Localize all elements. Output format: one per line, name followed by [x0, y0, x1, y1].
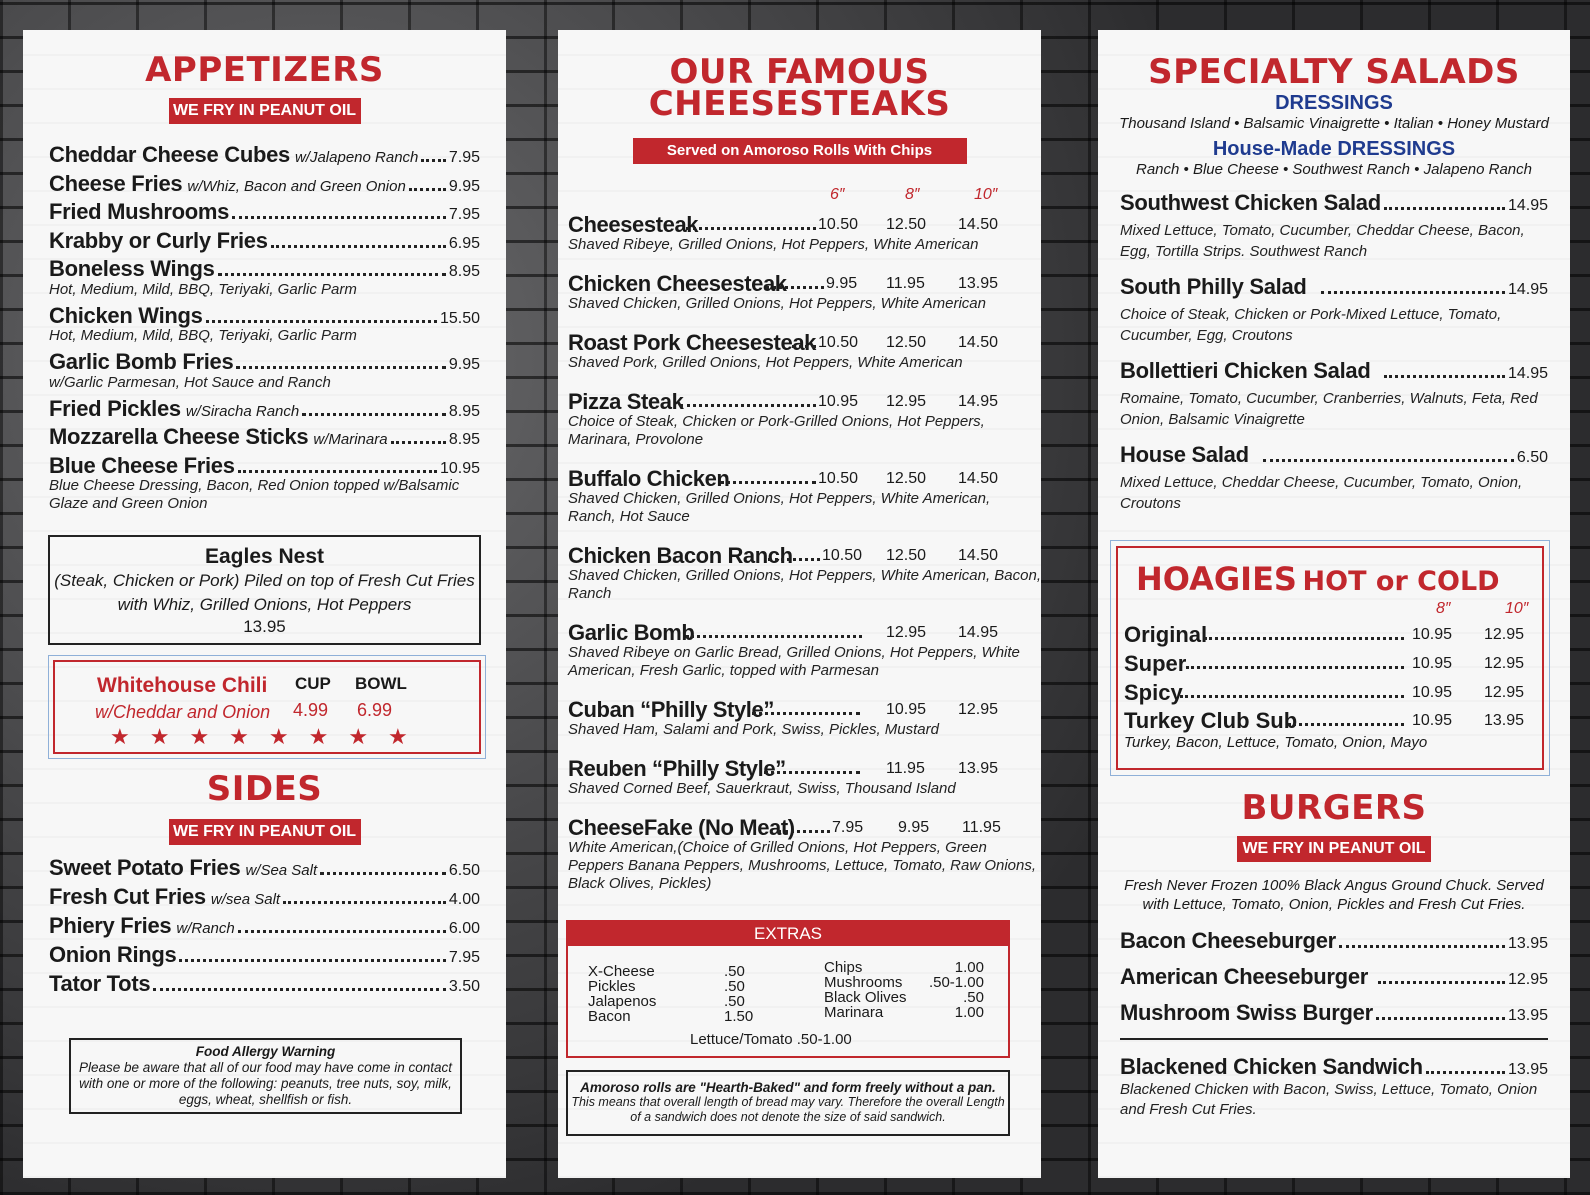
price-10: 12.95 — [1484, 626, 1525, 643]
menu-item — [49, 256, 480, 299]
salads-panel — [1098, 30, 1570, 1178]
item-note: w/sea Salt — [210, 891, 281, 908]
item-name: Fried Pickles — [49, 395, 181, 421]
price-10: 13.95 — [958, 275, 999, 292]
menu-item — [49, 855, 480, 884]
menu-item — [49, 396, 480, 425]
item-name: Bacon Cheeseburger — [1120, 928, 1336, 953]
leader-dots — [238, 470, 437, 473]
hoagies-desc: Turkey, Bacon, Lettuce, Tomato, Onion, Mayo — [1124, 734, 1428, 751]
price-6: 7.95 — [832, 819, 864, 836]
menu-item — [568, 815, 1041, 893]
burgers-list — [1098, 928, 1570, 1036]
price-10: 14.50 — [958, 547, 999, 564]
rolls-title: Amoroso rolls are "Hearth-Baked" and form freely without a pan. — [580, 1080, 996, 1095]
leader-dots — [1186, 666, 1404, 669]
menu-item — [1120, 358, 1548, 430]
price-10: 14.95 — [958, 393, 999, 410]
burgers-section — [1098, 788, 1570, 1120]
price-8: 9.95 — [898, 819, 930, 836]
item-name: House Salad — [1120, 442, 1249, 467]
item-price: 10.95 — [439, 459, 480, 477]
menu-item — [49, 884, 480, 913]
leader-dots — [720, 481, 816, 484]
leader-dots — [238, 930, 446, 933]
item-note: w/Whiz, Bacon and Green Onion — [187, 177, 406, 195]
item-desc: Hot, Medium, Mild, BBQ, Teriyaki, Garlic Parm — [49, 280, 357, 298]
item-desc: w/Garlic Parmesan, Hot Sauce and Ranch — [49, 373, 331, 391]
allergy-text: Please be aware that all of our food may have come in contact with one or more of the following: peanuts, tree nuts, soy, milk, eggs, wheat, shellfish or fish. — [79, 1060, 452, 1107]
extra-price: 1.00 — [954, 1004, 984, 1021]
leader-dots — [320, 872, 446, 875]
item-name: Boneless Wings — [49, 256, 215, 281]
item-price: 14.95 — [1507, 281, 1548, 298]
item-price: 7.95 — [448, 206, 480, 223]
item-name: Fresh Cut Fries — [49, 884, 206, 909]
item-name: Cheddar Cheese Cubes — [49, 142, 290, 167]
leader-dots — [1426, 1071, 1505, 1074]
menu-item — [49, 349, 480, 392]
allergy-title: Food Allergy Warning — [195, 1044, 336, 1059]
price-8: 12.50 — [886, 547, 927, 564]
leader-dots — [1376, 1017, 1505, 1020]
leader-dots — [236, 366, 445, 369]
item-price: 6.95 — [448, 234, 480, 252]
extra-name: Marinara — [824, 1004, 884, 1021]
chili-note: w/Cheddar and Onion — [95, 702, 271, 722]
price-8: 12.95 — [886, 393, 927, 410]
item-name: Mozzarella Cheese Sticks — [49, 424, 309, 449]
house-dressings-title: House-Made DRESSINGS — [1212, 138, 1456, 160]
leader-dots — [752, 712, 860, 715]
salads-list — [1098, 190, 1570, 514]
item-name: Pizza Steak — [568, 389, 684, 414]
dressings-title: DRESSINGS — [1275, 92, 1393, 114]
cheesesteaks-panel — [558, 30, 1041, 1178]
item-name: Buffalo Chicken — [568, 466, 730, 491]
leader-dots — [271, 245, 446, 248]
leader-dots — [768, 558, 820, 561]
extras-left — [588, 964, 656, 1024]
price-8: 12.50 — [886, 216, 927, 233]
eagles-nest-desc-1: (Steak, Chicken or Pork) Piled on top of Fresh Cut Fries — [54, 571, 475, 590]
chili-name: Whitehouse Chili — [97, 674, 268, 697]
item-note: w/Ranch — [176, 920, 235, 937]
chili-cup-label: CUP — [295, 674, 331, 693]
leader-dots — [153, 988, 446, 991]
item-desc: Shaved Corned Beef, Sauerkraut, Swiss, Thousand Island — [568, 780, 956, 797]
leader-dots — [1384, 207, 1505, 210]
house-dressings-list: Ranch • Blue Cheese • Southwest Ranch • Jalapeno Ranch — [1136, 161, 1532, 178]
price-10: 13.95 — [958, 760, 999, 777]
leader-dots — [686, 635, 862, 638]
item-desc: Blackened Chicken with Bacon, Swiss, Lettuce, Tomato, Onion and Fresh Cut Fries. — [1120, 1081, 1538, 1118]
leader-dots — [1384, 375, 1504, 378]
leader-dots — [778, 830, 830, 833]
chicken-sandwich — [1098, 1054, 1570, 1120]
price-8: 12.50 — [886, 470, 927, 487]
item-name: Blue Cheese Fries — [49, 452, 235, 478]
allergy-warning — [69, 1038, 462, 1114]
extra-price: .50 — [724, 993, 745, 1010]
menu-item — [1124, 708, 1544, 736]
eagles-nest-desc-2: with Whiz, Grilled Onions, Hot Peppers — [117, 595, 412, 614]
chili-bowl-label: BOWL — [355, 674, 407, 693]
item-price: 14.95 — [1507, 197, 1548, 214]
item-name: CheeseFake (No Meat) — [568, 815, 795, 840]
menu-item — [49, 199, 480, 228]
item-desc: Shaved Chicken, Grilled Onions, Hot Peppers, White American, Bacon, Ranch — [568, 567, 1041, 602]
leader-dots — [302, 413, 446, 416]
price-10: 12.95 — [1484, 684, 1525, 701]
item-name: Cheesesteak — [568, 212, 699, 237]
size-header — [558, 186, 1041, 212]
menu-item — [49, 942, 480, 971]
appetizers-list — [23, 142, 506, 513]
extras-right-prices — [926, 960, 984, 1020]
item-price: 8.95 — [448, 263, 480, 280]
leader-dots — [792, 345, 816, 348]
item-price: 3.50 — [448, 978, 480, 995]
price-10: 14.50 — [958, 216, 999, 233]
price-10: 14.50 — [958, 334, 999, 351]
extra-price: .50 — [963, 989, 984, 1006]
item-note: w/Siracha Ranch — [185, 402, 300, 420]
leader-dots — [283, 901, 446, 904]
extra-price: 1.50 — [724, 1008, 754, 1025]
price-8: 10.95 — [1412, 684, 1453, 701]
menu-item — [568, 389, 1041, 449]
item-desc: Hot, Medium, Mild, BBQ, Teriyaki, Garlic Parm — [49, 327, 357, 344]
item-name: Tator Tots — [49, 971, 151, 996]
item-price: 8.95 — [448, 431, 480, 448]
dressings-list: Thousand Island • Balsamic Vinaigrette • Italian • Honey Mustard — [1119, 115, 1549, 132]
extra-name: Jalapenos — [588, 993, 657, 1010]
leader-dots — [1263, 459, 1514, 462]
burgers-desc: Fresh Never Frozen 100% Black Angus Ground Chuck. Served with Lettuce, Tomato, Onion, Pickles and Fresh Cut Fries. — [1124, 877, 1544, 913]
price-6: 9.95 — [826, 275, 858, 292]
leader-dots — [218, 273, 446, 276]
item-price: 13.95 — [1507, 1007, 1548, 1024]
hoagies-title — [1136, 560, 1500, 598]
hoagies-box — [1110, 540, 1550, 776]
item-name: Super — [1124, 651, 1187, 676]
item-name: Garlic Bomb Fries — [49, 349, 234, 374]
menu-item — [568, 271, 1041, 313]
menu-item — [568, 466, 1041, 526]
price-10: 12.95 — [958, 701, 999, 718]
item-price: 9.95 — [448, 356, 480, 373]
price-6: 10.50 — [822, 547, 863, 564]
extra-price: .50-1.00 — [928, 974, 984, 991]
item-desc: Shaved Chicken, Grilled Onions, Hot Peppers, White American, Ranch, Hot Sauce — [568, 490, 991, 525]
price-8: 11.95 — [886, 275, 925, 292]
menu-item — [568, 212, 1041, 254]
hoagies-title-big: HOAGIES — [1136, 560, 1297, 598]
item-name: Krabby or Curly Fries — [49, 227, 268, 253]
price-8: 10.95 — [1412, 655, 1453, 672]
chili-box — [48, 655, 486, 759]
leader-dots — [206, 320, 437, 323]
item-price: 12.95 — [1507, 971, 1548, 988]
extras-left-prices — [724, 964, 753, 1024]
appetizers-title: APPETIZERS — [145, 50, 384, 90]
price-10: 13.95 — [1484, 712, 1525, 729]
item-price: 14.95 — [1507, 365, 1548, 382]
extra-name: Black Olives — [824, 989, 907, 1006]
price-8: 12.50 — [886, 334, 927, 351]
extra-name: Pickles — [588, 978, 636, 995]
item-name: Phiery Fries — [49, 913, 172, 938]
menu-item — [49, 142, 480, 171]
item-name: Mushroom Swiss Burger — [1120, 1000, 1373, 1025]
eagles-nest-box — [48, 535, 481, 645]
cheesesteaks-title-2: CHEESESTEAKS — [648, 84, 951, 124]
item-name: South Philly Salad — [1120, 274, 1307, 299]
menu-item — [568, 330, 1041, 372]
appetizers-panel — [23, 30, 506, 1178]
item-note: w/Marinara — [313, 431, 388, 448]
item-note: w/Jalapeno Ranch — [294, 149, 419, 166]
item-desc: Shaved Pork, Grilled Onions, Hot Peppers, White American — [568, 354, 963, 371]
item-price: 4.00 — [448, 891, 480, 908]
item-desc: Mixed Lettuce, Cheddar Cheese, Cucumber, Tomato, Onion, Croutons — [1120, 474, 1523, 512]
menu-item — [1120, 190, 1548, 262]
star-icon: ★★★★★★★★ — [110, 724, 428, 749]
cheesesteak-list — [558, 212, 1041, 893]
item-name: Garlic Bomb — [568, 620, 695, 645]
menu-item — [1120, 928, 1548, 964]
price-6: 10.50 — [818, 470, 859, 487]
item-name: Fried Mushrooms — [49, 199, 230, 224]
size-8: 8″ — [1436, 600, 1451, 617]
extras-title: EXTRAS — [568, 922, 1008, 946]
menu-item — [49, 303, 480, 346]
price-10: 12.95 — [1484, 655, 1525, 672]
chili-inner — [53, 660, 481, 754]
hoagies-title-small: HOT or COLD — [1302, 566, 1500, 597]
item-desc: Choice of Steak, Chicken or Pork-Grilled Onions, Hot Peppers, Marinara, Provolone — [568, 413, 985, 448]
price-8: 10.95 — [886, 701, 927, 718]
item-desc: White American,(Choice of Grilled Onions, Hot Peppers, Green Peppers Banana Peppers, Mushrooms, Lettuce, Tomato, Raw Onions, Black Olives, Pickles) — [568, 839, 1037, 892]
item-price: 6.50 — [1516, 449, 1548, 466]
item-desc: Shaved Ribeye on Garlic Bread, Grilled Onions, Hot Peppers, White American, Fresh Garlic, topped with Parmesan — [568, 644, 1020, 679]
hoagies-inner — [1116, 546, 1544, 770]
menu-item — [1124, 680, 1544, 708]
price-6: 10.50 — [818, 216, 859, 233]
leader-dots — [232, 216, 446, 219]
item-price: 6.50 — [448, 862, 480, 879]
price-10: 14.50 — [958, 470, 999, 487]
leader-dots — [686, 227, 816, 230]
item-name: Chicken Wings — [49, 302, 203, 328]
salads-title: SPECIALTY SALADS — [1148, 52, 1520, 92]
leader-dots — [421, 159, 445, 162]
price-10: 14.95 — [958, 624, 999, 641]
leader-dots — [1339, 945, 1505, 948]
sides-title: SIDES — [206, 769, 323, 809]
extras-footer: Lettuce/Tomato .50-1.00 — [690, 1031, 852, 1048]
item-price: 13.95 — [1507, 935, 1548, 952]
leader-dots — [766, 286, 824, 289]
sides-banner: WE FRY IN PEANUT OIL — [169, 819, 361, 845]
item-price: 6.00 — [448, 920, 480, 937]
item-price: 8.95 — [448, 402, 480, 420]
menu-item — [1120, 1000, 1548, 1036]
menu-item — [1124, 622, 1544, 650]
leader-dots — [764, 771, 860, 774]
menu-item — [568, 620, 1041, 680]
item-price: 9.95 — [448, 177, 480, 195]
extra-price: .50 — [724, 963, 745, 980]
leader-dots — [1378, 981, 1505, 984]
cheesesteaks-title-1: OUR FAMOUS — [669, 52, 930, 92]
extra-name: Bacon — [588, 1008, 631, 1025]
item-name: Reuben “Philly Style” — [568, 756, 786, 781]
item-price: 7.95 — [448, 149, 480, 166]
leader-dots — [680, 404, 816, 407]
size-10: 10″ — [974, 186, 998, 203]
leader-dots — [1288, 723, 1404, 726]
menu-item — [49, 171, 480, 200]
item-name: Chicken Cheesesteak — [568, 271, 787, 296]
extra-price: .50 — [724, 978, 745, 995]
extras-right — [824, 960, 907, 1020]
item-name: Cheese Fries — [49, 170, 183, 196]
item-desc: Blue Cheese Dressing, Bacon, Red Onion topped w/Balsamic Glaze and Green Onion — [49, 477, 460, 512]
item-name: American Cheeseburger — [1120, 964, 1369, 989]
extra-name: X-Cheese — [588, 963, 655, 980]
divider — [1120, 1038, 1548, 1040]
menu-item — [568, 756, 1041, 798]
menu-item — [49, 913, 480, 942]
menu-item — [1124, 651, 1544, 679]
menu-item — [568, 543, 1041, 603]
burgers-title: BURGERS — [1241, 788, 1427, 828]
menu-item — [49, 424, 480, 453]
item-name: Turkey Club Sub — [1124, 708, 1298, 733]
menu-item — [1120, 274, 1548, 346]
size-6: 6″ — [830, 186, 845, 203]
item-name: Onion Rings — [49, 942, 177, 967]
extra-name: Mushrooms — [824, 974, 903, 991]
item-desc: Choice of Steak, Chicken or Pork-Mixed Lettuce, Tomato, Cucumber, Egg, Croutons — [1120, 306, 1502, 344]
item-desc: Mixed Lettuce, Tomato, Cucumber, Cheddar Cheese, Bacon, Egg, Tortilla Strips. Southwest Ranch — [1120, 222, 1525, 260]
item-desc: Romaine, Tomato, Cucumber, Cranberries, Walnuts, Feta, Red Onion, Balsamic Vinaigrette — [1120, 390, 1538, 428]
eagles-nest-price: 13.95 — [243, 617, 286, 636]
size-10: 10″ — [1505, 600, 1529, 617]
menu-item — [1120, 964, 1548, 1000]
leader-dots — [179, 959, 445, 962]
price-6: 10.50 — [818, 334, 859, 351]
item-desc: Shaved Ham, Salami and Pork, Swiss, Pickles, Mustard — [568, 721, 939, 738]
item-price: 7.95 — [448, 949, 480, 966]
item-name: Sweet Potato Fries — [49, 855, 241, 880]
item-desc: Shaved Ribeye, Grilled Onions, Hot Peppers, White American — [568, 236, 979, 253]
item-price: 13.95 — [1507, 1061, 1548, 1078]
item-name: Roast Pork Cheesesteak — [568, 330, 816, 355]
leader-dots — [1180, 695, 1404, 698]
item-name: Cuban “Philly Style” — [568, 697, 774, 722]
item-name: Blackened Chicken Sandwich — [1120, 1054, 1423, 1079]
item-name: Spicy — [1124, 680, 1183, 705]
price-8: 10.95 — [1412, 712, 1453, 729]
burgers-banner: WE FRY IN PEANUT OIL — [1237, 836, 1431, 862]
rolls-note — [566, 1070, 1010, 1136]
price-10: 11.95 — [962, 819, 1001, 836]
menu-item — [1120, 442, 1548, 514]
price-8: 12.95 — [886, 624, 927, 641]
rolls-text: This means that overall length of bread may vary. Therefore the overall Length of a sandwich does not denote the size of said sandwich. — [571, 1095, 1005, 1124]
leader-dots — [1204, 637, 1404, 640]
leader-dots — [391, 441, 446, 444]
appetizers-banner: WE FRY IN PEANUT OIL — [169, 98, 361, 124]
cheesesteaks-banner: Served on Amoroso Rolls With Chips — [633, 138, 967, 164]
extras-box — [566, 920, 1010, 1058]
item-note: w/Sea Salt — [245, 862, 318, 879]
extra-price: 1.00 — [954, 959, 984, 976]
item-desc: Shaved Chicken, Grilled Onions, Hot Peppers, White American — [568, 295, 986, 312]
chili-cup-price: 4.99 — [293, 700, 329, 720]
menu-item — [49, 228, 480, 257]
leader-dots — [1321, 291, 1505, 294]
price-8: 10.95 — [1412, 626, 1453, 643]
menu-item — [49, 971, 480, 1000]
menu-item — [568, 697, 1041, 739]
extra-name: Chips — [824, 959, 863, 976]
item-price: 15.50 — [439, 309, 480, 327]
price-6: 10.95 — [818, 393, 859, 410]
item-name: Southwest Chicken Salad — [1120, 190, 1381, 215]
size-8: 8″ — [905, 186, 920, 203]
item-name: Bollettieri Chicken Salad — [1120, 358, 1371, 383]
price-8: 11.95 — [886, 760, 925, 777]
sides-list — [23, 855, 506, 1000]
chili-bowl-price: 6.99 — [357, 700, 393, 720]
leader-dots — [409, 188, 446, 191]
menu-item — [49, 453, 480, 514]
item-name: Chicken Bacon Ranch — [568, 543, 793, 568]
item-name: Original — [1124, 622, 1208, 647]
eagles-nest-name: Eagles Nest — [204, 545, 325, 568]
